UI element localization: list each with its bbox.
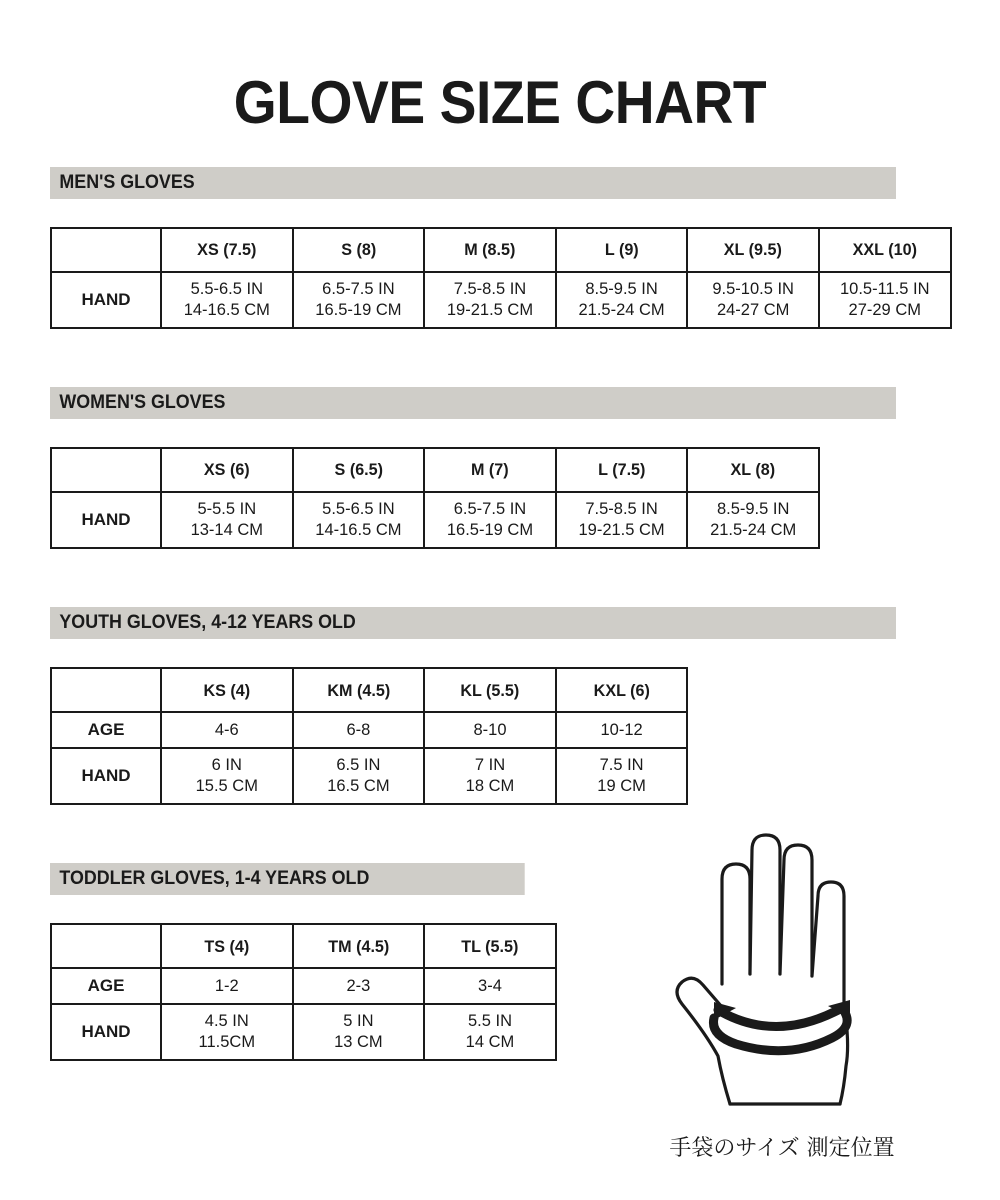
cell-line-cm: 24-27 CM xyxy=(716,301,790,320)
cell-line-in: 7.5 IN xyxy=(599,756,644,775)
cell-line-in: 6.5-7.5 IN xyxy=(453,500,527,519)
column-header: TL (5.5) xyxy=(427,924,552,968)
table-cell xyxy=(424,748,556,804)
column-header: M (8.5) xyxy=(427,228,552,272)
page-title: GLOVE SIZE CHART xyxy=(233,69,767,136)
table-row xyxy=(51,492,819,548)
cell-line-cm: 19-21.5 CM xyxy=(446,301,534,320)
column-header: TS (4) xyxy=(164,924,289,968)
corner-cell xyxy=(54,228,159,272)
table-header-row xyxy=(51,668,687,712)
cell-line-in: 5.5-6.5 IN xyxy=(190,280,264,298)
table-cell xyxy=(687,272,819,328)
cell-line-in: 7 IN xyxy=(474,756,506,775)
cell-line: 1-2 xyxy=(214,976,239,995)
cell-line-cm: 18 CM xyxy=(465,777,515,796)
column-header: XS (7.5) xyxy=(164,228,289,272)
cell-line-cm: 21.5-24 CM xyxy=(578,301,665,320)
table-cell xyxy=(161,492,293,548)
row-label: AGE xyxy=(51,968,161,1004)
table-row xyxy=(51,272,951,328)
table-cell xyxy=(819,272,951,328)
table-row xyxy=(51,968,556,1004)
cell-line-cm: 13 CM xyxy=(334,1033,383,1052)
table-header-row xyxy=(51,228,951,272)
table-cell xyxy=(293,748,425,804)
cell-line: 10-12 xyxy=(600,720,643,739)
cell-line-cm: 16.5-19 CM xyxy=(446,521,534,540)
column-header: KM (4.5) xyxy=(296,668,421,712)
corner-cell xyxy=(54,448,159,492)
table-cell xyxy=(424,968,556,1004)
table-cell xyxy=(293,272,425,328)
table-cell xyxy=(161,712,293,748)
cell-line-in: 7.5-8.5 IN xyxy=(585,500,658,519)
cell-line-cm: 15.5 CM xyxy=(195,777,258,796)
cell-line-cm: 14-16.5 CM xyxy=(315,521,402,540)
section-heading-toddler: TODDLER GLOVES, 1-4 YEARS OLD xyxy=(50,863,525,895)
column-header: S (8) xyxy=(296,228,421,272)
column-header: XXL (10) xyxy=(822,228,947,272)
table-cell xyxy=(556,748,688,804)
cell-line-in: 4.5 IN xyxy=(204,1012,249,1031)
row-label: HAND xyxy=(51,1004,161,1060)
cell-line-in: 7.5-8.5 IN xyxy=(453,280,527,298)
section-youth-gloves xyxy=(50,607,950,805)
column-header: M (7) xyxy=(427,448,552,492)
cell-line-cm: 14 CM xyxy=(465,1033,515,1052)
column-header: S (6.5) xyxy=(296,448,421,492)
cell-line-in: 6.5 IN xyxy=(336,756,381,775)
cell-line-in: 9.5-10.5 IN xyxy=(712,280,794,298)
table-header-row xyxy=(51,448,819,492)
cell-line-in: 6 IN xyxy=(211,756,242,775)
cell-line-in: 10.5-11.5 IN xyxy=(839,280,930,298)
column-header: XS (6) xyxy=(164,448,289,492)
cell-line: 8-10 xyxy=(473,720,507,739)
table-cell xyxy=(293,712,425,748)
section-mens-gloves xyxy=(50,167,950,329)
cell-line: 4-6 xyxy=(214,720,239,739)
table-cell xyxy=(687,492,819,548)
section-heading-womens: WOMEN'S GLOVES xyxy=(50,387,896,419)
column-header: KXL (6) xyxy=(559,668,684,712)
cell-line-in: 8.5-9.5 IN xyxy=(716,500,790,519)
table-cell xyxy=(556,492,688,548)
cell-line-cm: 11.5CM xyxy=(198,1033,256,1052)
table-cell xyxy=(293,968,425,1004)
cell-line-in: 5-5.5 IN xyxy=(197,500,257,519)
row-label: HAND xyxy=(51,748,161,804)
cell-line-cm: 27-29 CM xyxy=(848,301,921,320)
cell-line: 2-3 xyxy=(346,976,371,995)
table-womens-gloves xyxy=(50,447,820,549)
cell-line-cm: 19-21.5 CM xyxy=(578,521,665,540)
column-header: XL (8) xyxy=(691,448,816,492)
column-header: L (7.5) xyxy=(559,448,684,492)
table-toddler-gloves xyxy=(50,923,557,1061)
table-cell xyxy=(556,712,688,748)
cell-line-cm: 13-14 CM xyxy=(190,521,264,540)
hand-measurement-illustration xyxy=(618,824,948,1114)
section-womens-gloves xyxy=(50,387,950,549)
cell-line: 6-8 xyxy=(346,720,371,739)
cell-line-cm: 16.5 CM xyxy=(327,777,390,796)
table-row xyxy=(51,712,687,748)
column-header: KL (5.5) xyxy=(427,668,552,712)
cell-line-in: 5.5 IN xyxy=(467,1012,512,1031)
hand-illustration-caption: 手袋のサイズ 測定位置 xyxy=(669,1136,895,1161)
cell-line-in: 5.5-6.5 IN xyxy=(322,500,395,519)
table-cell xyxy=(161,748,293,804)
column-header: XL (9.5) xyxy=(691,228,816,272)
row-label: HAND xyxy=(51,492,161,548)
section-heading-youth: YOUTH GLOVES, 4-12 YEARS OLD xyxy=(50,607,896,639)
table-header-row xyxy=(51,924,556,968)
cell-line-in: 8.5-9.5 IN xyxy=(585,280,658,298)
section-heading-mens: MEN'S GLOVES xyxy=(50,167,896,199)
table-cell xyxy=(424,492,556,548)
table-cell xyxy=(424,272,556,328)
table-cell xyxy=(424,712,556,748)
table-cell xyxy=(161,272,293,328)
cell-line-cm: 14-16.5 CM xyxy=(183,301,270,320)
column-header: L (9) xyxy=(559,228,684,272)
table-row xyxy=(51,1004,556,1060)
table-cell xyxy=(293,492,425,548)
corner-cell xyxy=(54,668,159,712)
cell-line-in: 5 IN xyxy=(343,1012,374,1031)
table-cell xyxy=(556,272,688,328)
corner-cell xyxy=(54,924,159,968)
table-youth-gloves xyxy=(50,667,688,805)
column-header: KS (4) xyxy=(164,668,289,712)
table-cell xyxy=(293,1004,425,1060)
cell-line-cm: 21.5-24 CM xyxy=(710,521,797,540)
table-mens-gloves xyxy=(50,227,952,329)
hand-icon xyxy=(618,824,948,1114)
row-label: AGE xyxy=(51,712,161,748)
table-cell xyxy=(161,968,293,1004)
table-cell xyxy=(424,1004,556,1060)
table-cell xyxy=(161,1004,293,1060)
cell-line-cm: 16.5-19 CM xyxy=(315,301,402,320)
row-label: HAND xyxy=(51,272,161,328)
cell-line: 3-4 xyxy=(478,976,502,995)
column-header: TM (4.5) xyxy=(296,924,421,968)
cell-line-in: 6.5-7.5 IN xyxy=(322,280,395,298)
table-row xyxy=(51,748,687,804)
cell-line-cm: 19 CM xyxy=(597,777,646,796)
